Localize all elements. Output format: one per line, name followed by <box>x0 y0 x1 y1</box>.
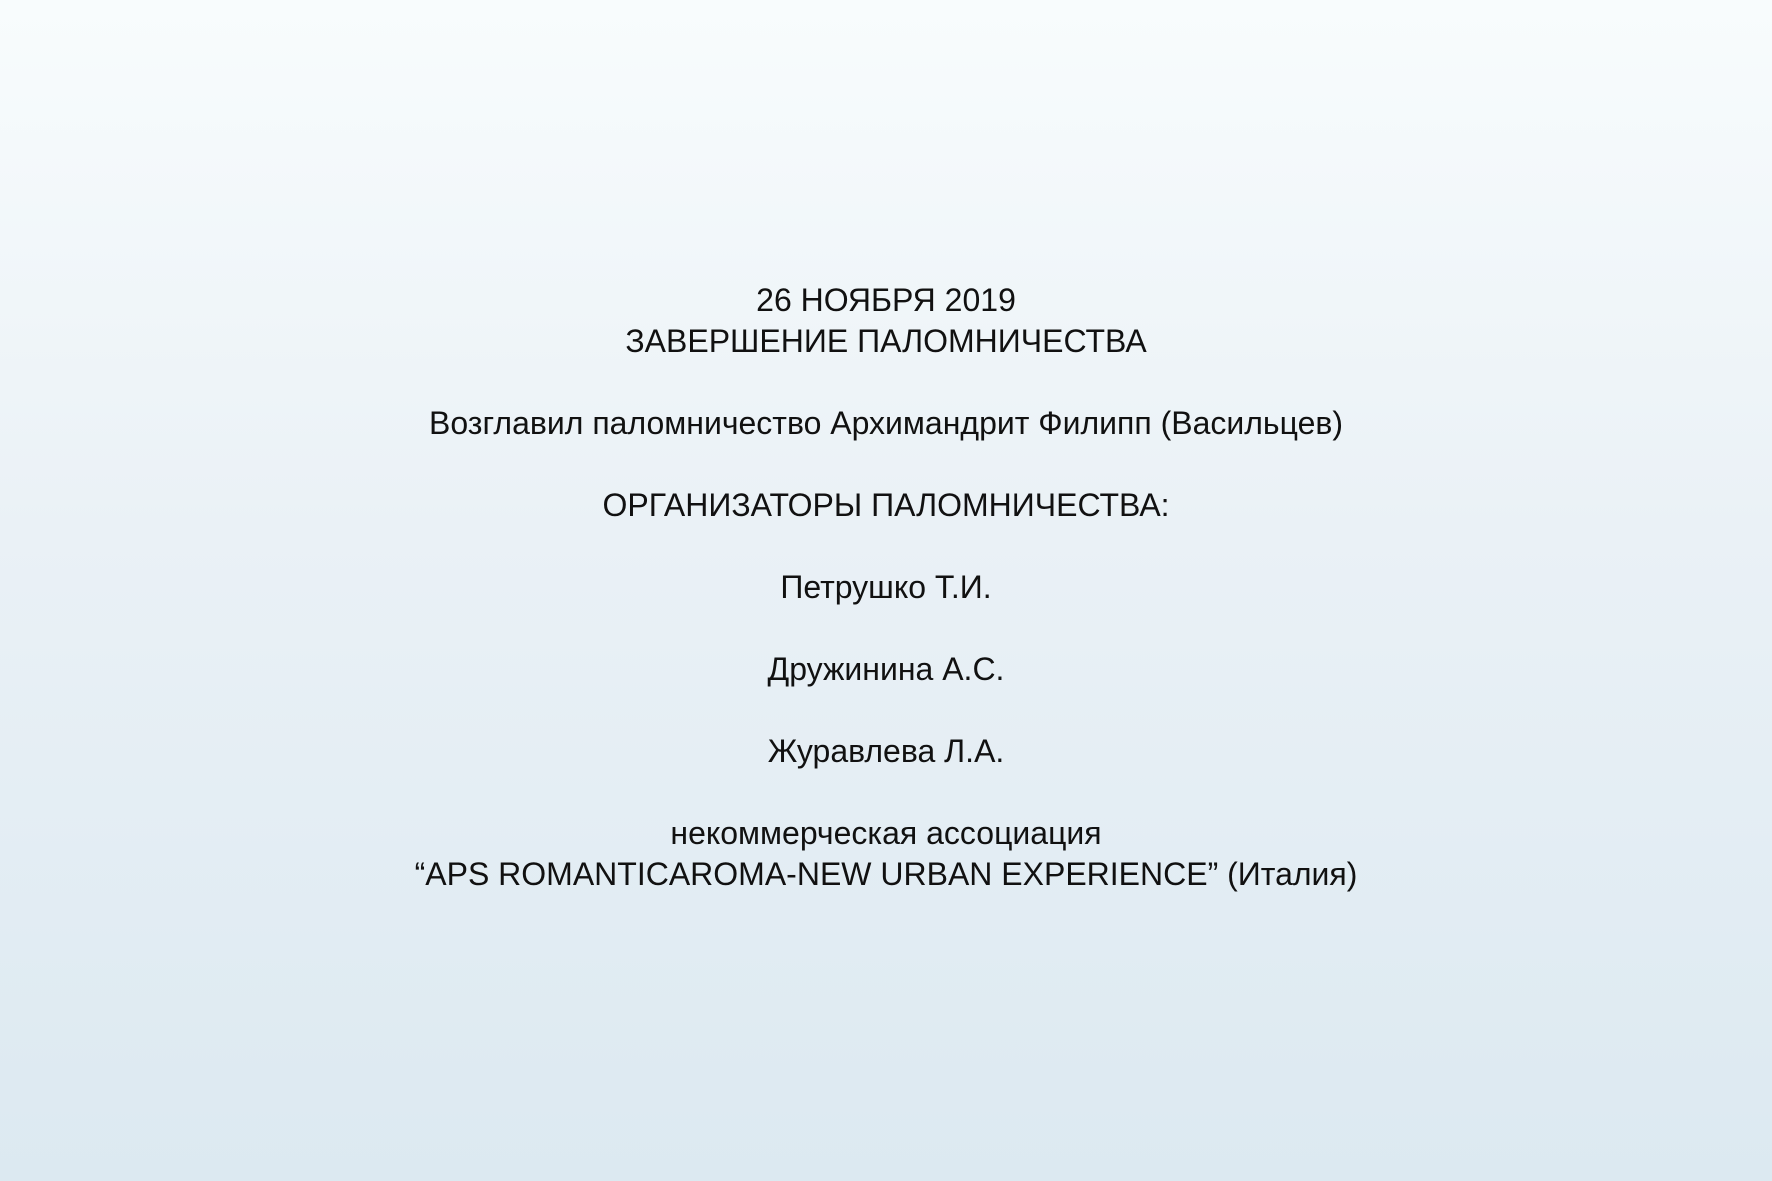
leader-line: Возглавил паломничество Архимандрит Филипп (Васильцев) <box>428 405 1344 441</box>
association-type: некоммерческая ассоциация <box>670 815 1102 851</box>
organizer-name: Петрушко Т.И. <box>780 569 992 605</box>
spacer <box>0 772 1772 813</box>
spacer <box>0 362 1772 403</box>
organizer-name: Дружинина А.С. <box>767 651 1005 687</box>
organizers-heading: ОРГАНИЗАТОРЫ ПАЛОМНИЧЕСТВА: <box>602 487 1170 523</box>
document-text-block <box>0 280 1772 895</box>
organizer-name: Журавлева Л.А. <box>767 733 1005 769</box>
association-name: “APS ROMANTICAROMA-NEW URBAN EXPERIENCE” (Италия) <box>414 856 1358 892</box>
event-heading: ЗАВЕРШЕНИЕ ПАЛОМНИЧЕСТВА <box>625 323 1147 359</box>
spacer <box>0 526 1772 567</box>
event-date: 26 НОЯБРЯ 2019 <box>756 282 1016 318</box>
spacer <box>0 444 1772 485</box>
spacer <box>0 608 1772 649</box>
spacer <box>0 690 1772 731</box>
